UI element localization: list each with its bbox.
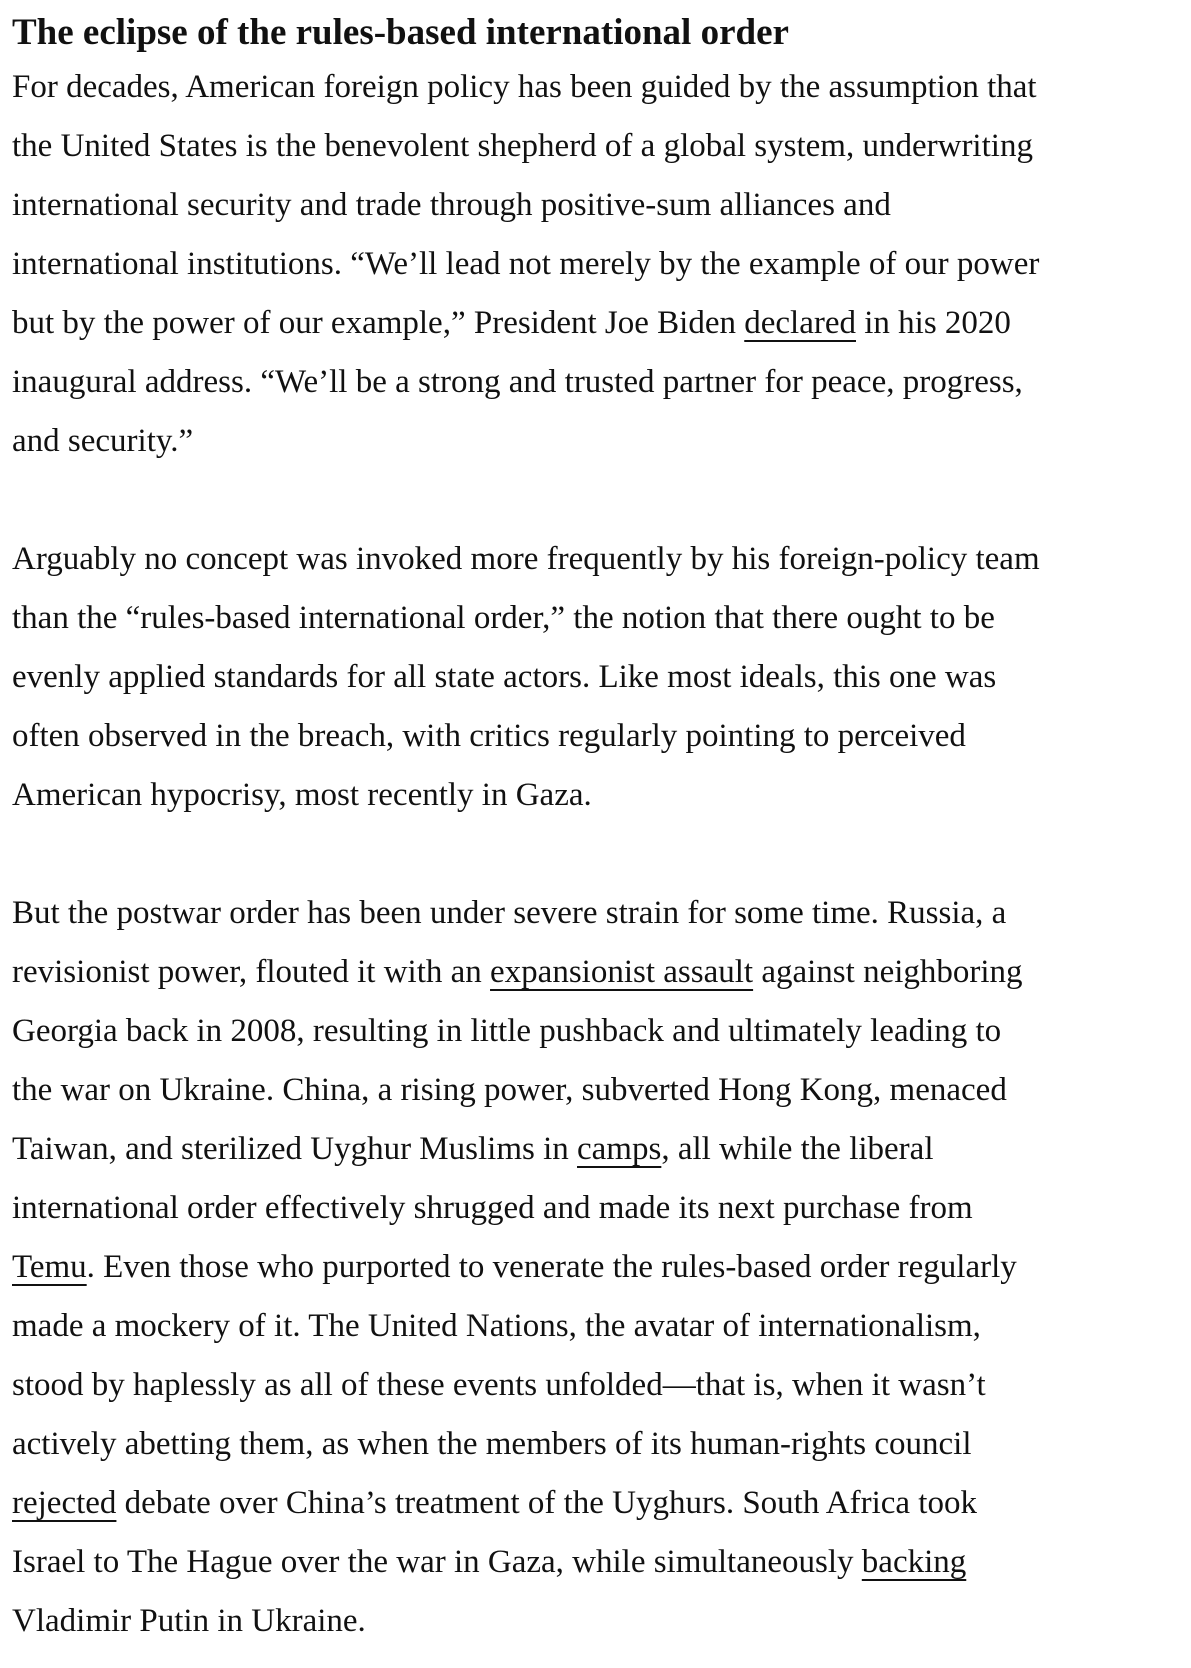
text-line — [12, 1356, 1191, 1415]
link-temu[interactable]: Temu — [12, 1249, 87, 1285]
text-segment: than the “rules-based international order,” the notion that there ought to be — [12, 600, 995, 636]
text-segment: Taiwan, and sterilized Uyghur Muslims in — [12, 1131, 578, 1167]
text-line — [12, 648, 1191, 707]
text-segment: For decades, American foreign policy has been guided by the assumption that — [12, 69, 1037, 105]
text-line — [12, 766, 1191, 825]
text-segment: But the postwar order has been under severe strain for some time. Russia, a — [12, 895, 1007, 931]
article-paragraphs — [12, 58, 1191, 1651]
text-line — [12, 1297, 1191, 1356]
text-line — [12, 353, 1191, 412]
paragraph-3 — [12, 884, 1191, 1651]
text-segment: Arguably no concept was invoked more frequently by his foreign-policy team — [12, 541, 1040, 577]
text-line — [12, 1592, 1191, 1651]
paragraph-2 — [12, 530, 1191, 825]
text-line — [12, 294, 1191, 353]
text-segment: the United States is the benevolent shepherd of a global system, underwriting — [12, 128, 1033, 164]
text-line — [12, 884, 1191, 943]
text-segment: , all while the liberal — [661, 1131, 934, 1167]
link-rejected[interactable]: rejected — [12, 1485, 117, 1521]
text-line — [12, 707, 1191, 766]
text-line — [12, 412, 1191, 471]
link-expansionist-assault[interactable]: expansionist assault — [490, 954, 754, 990]
text-segment: stood by haplessly as all of these events unfolded—that is, when it wasn’t — [12, 1367, 986, 1403]
text-segment: in his 2020 — [856, 305, 1011, 341]
text-segment: international order effectively shrugged and made its next purchase from — [12, 1190, 973, 1226]
link-camps[interactable]: camps — [577, 1131, 662, 1167]
text-line — [12, 1179, 1191, 1238]
text-line — [12, 1474, 1191, 1533]
text-segment: American hypocrisy, most recently in Gaza. — [12, 777, 592, 813]
text-segment: often observed in the breach, with critics regularly pointing to perceived — [12, 718, 966, 754]
text-segment: international institutions. “We’ll lead not merely by the example of our power — [12, 246, 1040, 282]
text-segment: international security and trade through positive-sum alliances and — [12, 187, 891, 223]
text-line — [12, 1415, 1191, 1474]
text-segment: Israel to The Hague over the war in Gaza, while simultaneously — [12, 1544, 862, 1580]
text-line — [12, 58, 1191, 117]
text-line — [12, 1061, 1191, 1120]
text-segment: actively abetting them, as when the members of its human-rights council — [12, 1426, 972, 1462]
text-line — [12, 943, 1191, 1002]
text-segment: evenly applied standards for all state actors. Like most ideals, this one was — [12, 659, 997, 695]
text-line — [12, 1002, 1191, 1061]
text-line — [12, 1533, 1191, 1592]
text-line — [12, 1120, 1191, 1179]
text-segment: the war on Ukraine. China, a rising power, subverted Hong Kong, menaced — [12, 1072, 1007, 1108]
text-segment: but by the power of our example,” President Joe Biden — [12, 305, 745, 341]
link-declared[interactable]: declared — [744, 305, 856, 341]
text-segment: revisionist power, flouted it with an — [12, 954, 491, 990]
link-backing[interactable]: backing — [861, 1544, 967, 1580]
text-segment: and security.” — [12, 423, 194, 459]
text-line — [12, 1238, 1191, 1297]
article-body — [12, 0, 1191, 1651]
text-segment: Vladimir Putin in Ukraine. — [12, 1603, 366, 1639]
article-heading: The eclipse of the rules-based international order — [12, 12, 789, 53]
text-segment: Georgia back in 2008, resulting in little pushback and ultimately leading to — [12, 1013, 1002, 1049]
text-line — [12, 589, 1191, 648]
text-segment: debate over China’s treatment of the Uyghurs. South Africa took — [116, 1485, 977, 1521]
text-line — [12, 530, 1191, 589]
text-segment: inaugural address. “We’ll be a strong and trusted partner for peace, progress, — [12, 364, 1023, 400]
text-line — [12, 176, 1191, 235]
text-segment: . Even those who purported to venerate the rules-based order regularly — [86, 1249, 1017, 1285]
paragraph-1 — [12, 58, 1191, 471]
text-line — [12, 235, 1191, 294]
text-line — [12, 117, 1191, 176]
text-segment: against neighboring — [753, 954, 1023, 990]
text-segment: made a mockery of it. The United Nations, the avatar of internationalism, — [12, 1308, 981, 1344]
